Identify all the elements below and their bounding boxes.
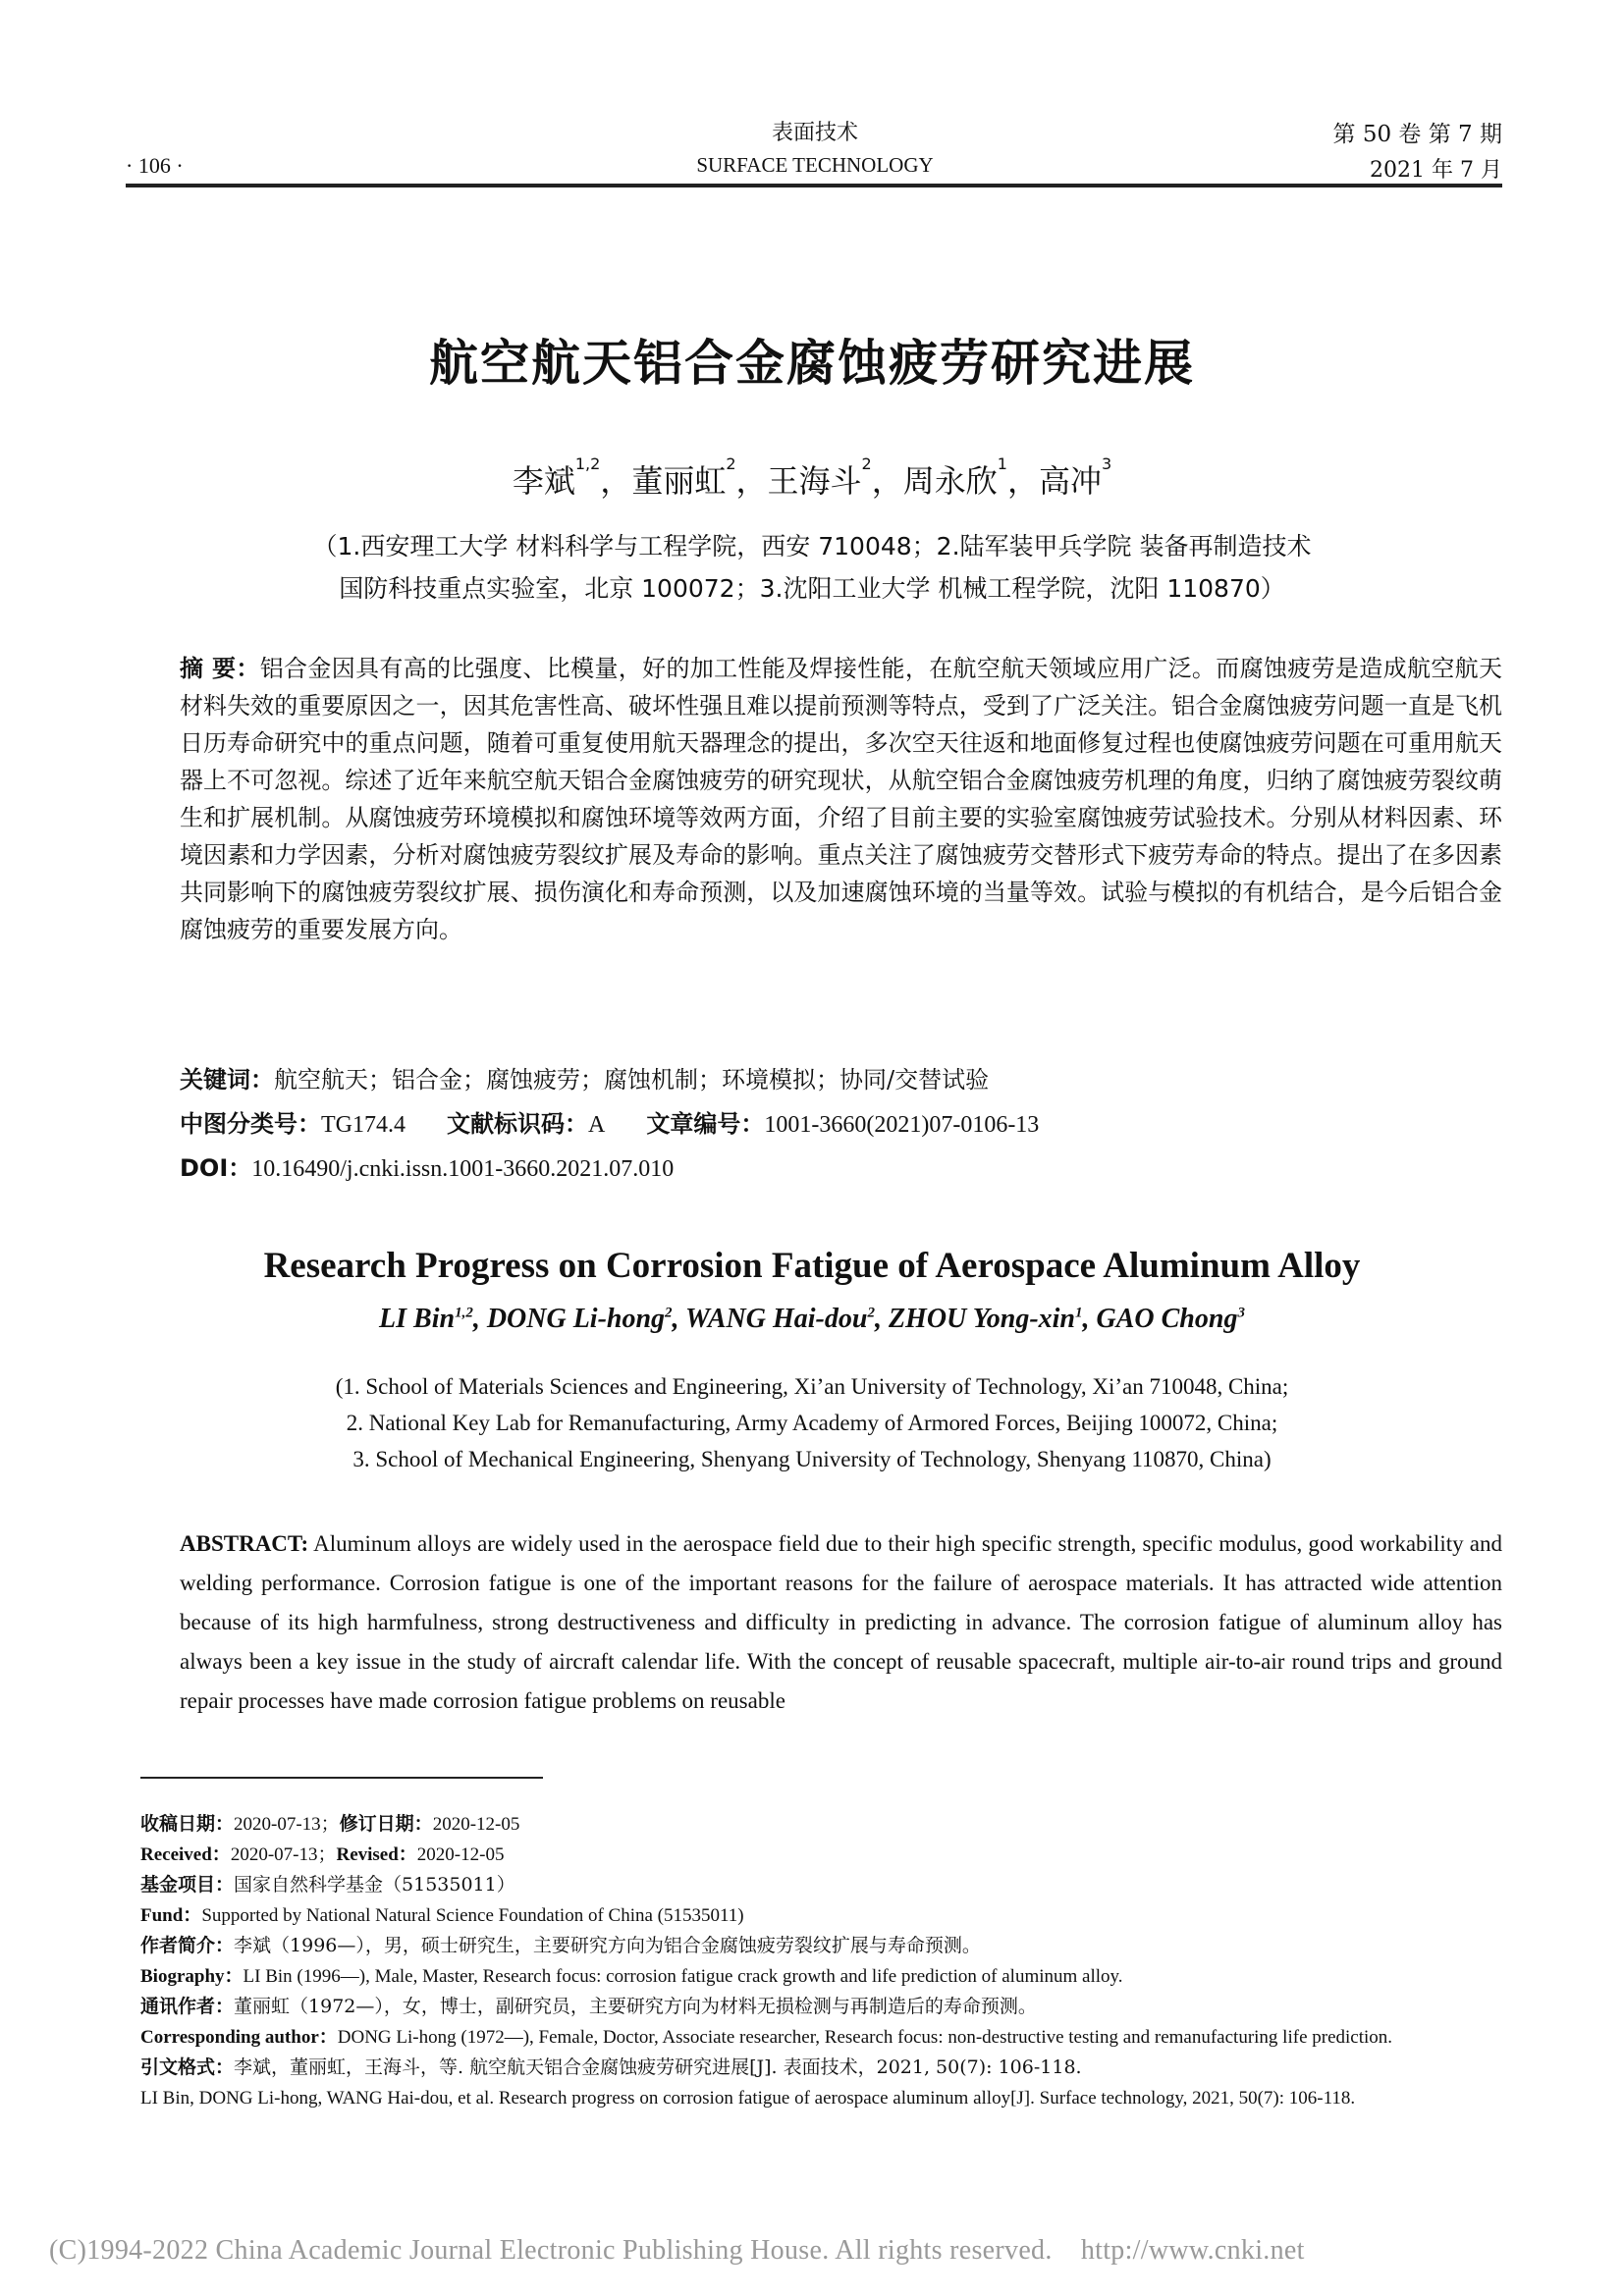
footnote-label: 收稿日期： <box>140 1813 235 1835</box>
footnote-value: 2020-12-05 <box>432 1814 520 1835</box>
doi-label: DOI： <box>180 1154 252 1182</box>
author-separator: , <box>672 1304 686 1334</box>
author-separator: ， <box>871 462 903 500</box>
author-affiliation-mark: 1,2 <box>574 454 601 473</box>
author-separator: ， <box>1006 462 1039 500</box>
footnote-bio-cn <box>140 1931 1502 1961</box>
journal-name-cn: 表面技术 <box>771 121 858 145</box>
footnote-label: 作者简介： <box>140 1935 235 1956</box>
author-affiliation-mark: 1 <box>997 454 1007 473</box>
author-name: DONG Li-hong <box>486 1304 666 1334</box>
footnote-cite-cn <box>140 2053 1502 2083</box>
author-affiliation-mark: 3 <box>1101 454 1112 473</box>
footnote-received-en <box>140 1840 1502 1870</box>
copyright-notice: (C)1994-2022 China Academic Journal Electronic Publishing House. All rights reserved. http://www.cnki.net <box>49 2235 1305 2266</box>
footnote-label: Fund： <box>140 1905 202 1926</box>
affiliation-cn-line: （1.西安理工大学 材料科学与工程学院，西安 710048；2.陆军装甲兵学院 装备再制造技术 <box>312 532 1312 561</box>
footnote-received-cn <box>140 1809 1502 1840</box>
affiliation-en-line: 2. National Key Lab for Remanufacturing, Army Academy of Armored Forces, Beijing 100072, China; <box>346 1411 1278 1435</box>
doi-value: 10.16490/j.cnki.issn.1001-3660.2021.07.010 <box>251 1156 675 1182</box>
footnotes <box>140 1809 1502 2113</box>
author-affiliation-mark: 1 <box>1075 1305 1083 1321</box>
author-affiliation-mark: 2 <box>861 454 872 473</box>
doc-code-value: A <box>588 1112 606 1138</box>
keywords-text: 航空航天；铝合金；腐蚀疲劳；腐蚀机制；环境模拟；协同/交替试验 <box>274 1066 990 1094</box>
author-affiliation-mark: 2 <box>867 1305 875 1321</box>
author-name: LI Bin <box>379 1304 456 1334</box>
footnote-label: 引文格式： <box>140 2056 235 2078</box>
author-name: 高冲 <box>1038 462 1102 500</box>
footnote-value: 李斌（1996—），男，硕士研究生，主要研究方向为铝合金腐蚀疲劳裂纹扩展与寿命预测。 <box>234 1935 981 1956</box>
author-name: GAO Chong <box>1096 1304 1238 1334</box>
author-separator: ， <box>735 462 768 500</box>
classification-line <box>180 1104 1039 1139</box>
keywords-cn <box>180 1060 989 1095</box>
footnote-bio-en <box>140 1961 1502 1992</box>
footnote-label: Received： <box>140 1844 231 1865</box>
footnote-corr-cn <box>140 1992 1502 2022</box>
journal-name-en: SURFACE TECHNOLOGY <box>696 153 934 177</box>
issue-date: 2021 年 7 月 <box>1370 158 1502 183</box>
article-title-en: Research Progress on Corrosion Fatigue of Aerospace Aluminum Alloy <box>263 1246 1361 1286</box>
author-name: ZHOU Yong-xin <box>888 1304 1076 1334</box>
abstract-en-text: Aluminum alloys are widely used in the aerospace field due to their high specific strength, specific modulus, good workability and welding performance. Corrosion fatigue is one of the important reasons for the failure of aerospace materials. It has attracted wide attention because of its high harmfulness, strong destructiveness and difficulty in predicting in advance. The corrosion fatigue of aluminum alloy has always been a key issue in the study of aircraft calendar life. With the concept of reusable spacecraft, multiple air-to-air round trips and ground repair processes have made corrosion fatigue problems on reusable <box>180 1531 1502 1713</box>
footnote-label: 修订日期： <box>339 1813 433 1835</box>
footnote-value: Supported by National Natural Science Foundation of China (51535011) <box>201 1905 744 1926</box>
author-affiliation-mark: 1,2 <box>455 1305 473 1321</box>
footnote-value: 董丽虹（1972—），女，博士，副研究员，主要研究方向为材料无损检测与再制造后的寿命预测。 <box>234 1996 1037 2017</box>
author-affiliation-mark: 2 <box>726 454 736 473</box>
affiliation-en-line: 3. School of Mechanical Engineering, Shenyang University of Technology, Shenyang 110870, China) <box>352 1447 1272 1471</box>
footnote-label: Corresponding author： <box>140 2027 338 2048</box>
abstract-cn <box>180 650 1502 948</box>
article-number-label: 文章编号： <box>646 1110 765 1138</box>
footnote-corr-en <box>140 2022 1502 2053</box>
authors-cn <box>0 456 1624 502</box>
author-name: 周永欣 <box>902 462 998 500</box>
footnote-label: Biography： <box>140 1966 244 1987</box>
footnote-value: LI Bin (1996—), Male, Master, Research focus: corrosion fatigue crack growth and life prediction of aluminum alloy. <box>243 1966 1123 1987</box>
authors-en <box>0 1304 1624 1335</box>
doc-code-label: 文献标识码： <box>447 1110 588 1138</box>
footnote-value: 2020-07-13； <box>234 1814 340 1835</box>
footnote-fund-en <box>140 1900 1502 1931</box>
author-name: WANG Hai-dou <box>685 1304 868 1334</box>
article-number-value: 1001-3660(2021)07-0106-13 <box>764 1112 1040 1138</box>
footnote-value: 2020-07-13； <box>230 1844 337 1865</box>
affiliation-en-line: (1. School of Materials Sciences and Engineering, Xi’an University of Technology, Xi’an 710048, China; <box>335 1374 1289 1399</box>
footnote-cite-en: LI Bin, DONG Li-hong, WANG Hai-dou, et al. Research progress on corrosion fatigue of aerospace aluminum alloy[J]. Surface technology, 2021, 50(7): 106-118. <box>140 2088 1356 2109</box>
author-separator: ， <box>600 462 632 500</box>
page-number: · 106 · <box>126 153 184 178</box>
abstract-cn-text: 铝合金因具有高的比强度、比模量，好的加工性能及焊接性能，在航空航天领域应用广泛。而腐蚀疲劳是造成航空航天材料失效的重要原因之一，因其危害性高、破坏性强且难以提前预测等特点，受到了广泛关注。铝合金腐蚀疲劳问题一直是飞机日历寿命研究中的重点问题，随着可重复使用航天器理念的提出，多次空天往返和地面修复过程也使腐蚀疲劳问题在可重用航天器上不可忽视。综述了近年来航空航天铝合金腐蚀疲劳的研究现状，从航空铝合金腐蚀疲劳机理的角度，归纳了腐蚀疲劳裂纹萌生和扩展机制。从腐蚀疲劳环境模拟和腐蚀环境等效两方面，介绍了目前主要的实验室腐蚀疲劳试验技术。分别从材料因素、环境因素和力学因素，分析对腐蚀疲劳裂纹扩展及寿命的影响。重点关注了腐蚀疲劳交替形式下疲劳寿命的特点。提出了在多因素共同影响下的腐蚀疲劳裂纹扩展、损伤演化和寿命预测，以及加速腐蚀环境的当量等效。试验与模拟的有机结合，是今后铝合金腐蚀疲劳的重要发展方向。 <box>180 655 1502 943</box>
footnote-value: DONG Li-hong (1972—), Female, Doctor, Associate researcher, Research focus: non-destructive testing and remanufacturing life prediction. <box>337 2027 1393 2048</box>
footnote-value: 2020-12-05 <box>416 1844 505 1865</box>
author-separator: , <box>472 1304 487 1334</box>
doi-line <box>180 1148 674 1183</box>
author-affiliation-mark: 2 <box>665 1305 673 1321</box>
author-name: 董丽虹 <box>631 462 727 500</box>
author-separator: , <box>874 1304 889 1334</box>
keywords-label: 关键词： <box>180 1066 274 1094</box>
footnote-label: Revised： <box>336 1844 417 1865</box>
footnote-divider <box>140 1777 543 1779</box>
header-divider <box>126 184 1502 187</box>
author-name: 李斌 <box>512 462 575 500</box>
author-separator: , <box>1082 1304 1097 1334</box>
volume-issue: 第 50 卷 第 7 期 <box>1332 122 1502 147</box>
clc-label: 中图分类号： <box>180 1110 321 1138</box>
abstract-en-label: ABSTRACT: <box>180 1531 309 1556</box>
affiliation-cn-line: 国防科技重点实验室，北京 100072；3.沈阳工业大学 机械工程学院，沈阳 110870） <box>339 574 1285 603</box>
article-title-cn: 航空航天铝合金腐蚀疲劳研究进展 <box>429 335 1195 392</box>
footnote-label: 基金项目： <box>140 1874 235 1896</box>
footnote-fund-cn <box>140 1870 1502 1900</box>
author-name: 王海斗 <box>767 462 862 500</box>
author-affiliation-mark: 3 <box>1237 1305 1245 1321</box>
clc-value: TG174.4 <box>321 1112 406 1138</box>
abstract-en <box>180 1524 1502 1721</box>
footnote-value: 李斌，董丽虹，王海斗，等. 航空航天铝合金腐蚀疲劳研究进展[J]. 表面技术，2021, 50(7): 106-118. <box>234 2056 1082 2078</box>
footnote-label: 通讯作者： <box>140 1996 235 2017</box>
abstract-cn-label: 摘 要： <box>180 655 260 682</box>
footnote-value: 国家自然科学基金（51535011） <box>234 1874 515 1896</box>
